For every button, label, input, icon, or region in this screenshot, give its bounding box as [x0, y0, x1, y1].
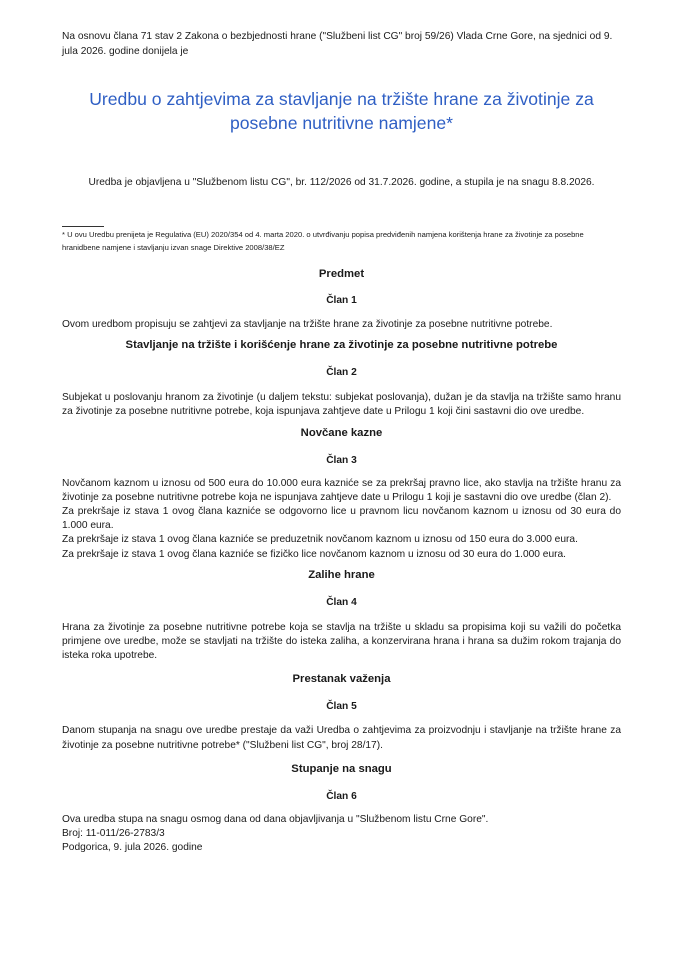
section-heading: Predmet — [318, 268, 365, 280]
article-number: Član 6 — [326, 790, 357, 802]
article-number: Član 1 — [326, 295, 357, 306]
document-title: Uredbu o zahtjevima za stavljanje na tržište hrane za životinje za posebne nutritivne namjene* — [89, 89, 594, 133]
section-heading: Novčane kazne — [300, 426, 383, 439]
article-paragraph: Subjekat u poslovanju hranom za životinje (u daljem tekstu: subjekat poslovanja), dužan je da stavlja na tržište samo hranu za životinje za posebne nutritivne potrebe, koja ispunjava zahtjeve date u Prilogu 1 koji čini sastavni dio ove uredbe. — [62, 392, 621, 418]
article-paragraph: Novčanom kaznom u iznosu od 500 eura do 10.000 eura kazniće se za prekršaj pravno lice, ako stavlja na tržište hranu za životinje za posebne nutritivne potrebe koja ne ispunjava zahtjeve date u Prilogu 1 koji je sastavni dio ove uredbe (član 2). — [62, 477, 621, 503]
section-heading: Stupanje na snagu — [291, 762, 392, 775]
article-paragraph: Za prekršaje iz stava 1 ovog člana kazniće se odgovorno lice u pravnom licu novčanom kaznom u iznosu od 30 eura do 1.000 eura. — [62, 506, 621, 532]
footnote: * U ovu Uredbu prenijeta je Regulativa (EU) 2020/354 od 4. marta 2020. o utvrđivanju popisa predviđenih namjena korištenja hrane za životinje za posebne hranidbene namjene i stavljanju izvan snage Direktive 2008/38/EZ — [62, 230, 584, 252]
article-number: Član 2 — [326, 367, 357, 379]
article-paragraph: Ovom uredbom propisuju se zahtjevi za stavljanje na tržište hrane za životinje za posebne nutritivne potrebe. — [62, 319, 553, 330]
closing-paragraph: Ova uredba stupa na snagu osmog dana od dana objavljivanja u "Službenom listu Crne Gore". — [62, 813, 489, 825]
footnote-divider — [62, 226, 104, 227]
article-paragraph: Za prekršaje iz stava 1 ovog člana kazniće se fizičko lice novčanom kaznom u iznosu od 30 eura do 1.000 eura. — [62, 548, 566, 560]
article-paragraph: Danom stupanja na snagu ove uredbe prestaje da važi Uredba o zahtjevima za proizvodnju i stavljanje na tržište hrane za životinje za posebne nutritivne potrebe* ("Službeni list CG", broj 28/17). — [62, 725, 621, 751]
publication-note: Uredba je objavljena u "Službenom listu CG", br. 112/2026 od 31.7.2026. godine, a stupila je na snagu 8.8.2026. — [88, 177, 595, 188]
section-heading: Stavljanje na tržište i korišćenje hrane za životinje za posebne nutritivne potrebe — [125, 339, 558, 352]
article-number: Član 4 — [326, 596, 357, 608]
article-number: Član 3 — [326, 454, 357, 466]
section-heading: Prestanak važenja — [292, 673, 391, 686]
section-heading: Zalihe hrane — [308, 568, 375, 581]
article-paragraph: Za prekršaje iz stava 1 ovog člana kazniće se preduzetnik novčanom kaznom u iznosu od 150 eura do 3.000 eura. — [62, 534, 578, 546]
article-paragraph: Hrana za životinje za posebne nutritivne potrebe koja se stavlja na tržište u skladu sa propisima koji su važili do početka primjene ove uredbe, može se stavljati na tržište do isteka zaliha, a konzervirana hrana i hrana sa dužim rokom trajanja do isteka roka upotrebe. — [62, 621, 621, 662]
intro-paragraph: Na osnovu člana 71 stav 2 Zakona o bezbjednosti hrane ("Službeni list CG" broj 59/26) Vlada Crne Gore, na sjednici od 9. jula 2026. godine donijela je — [62, 31, 613, 57]
place-and-date: Podgorica, 9. jula 2026. godine — [62, 842, 203, 854]
article-number: Član 5 — [326, 701, 357, 713]
document-number: Broj: 11-011/26-2783/3 — [62, 828, 165, 840]
